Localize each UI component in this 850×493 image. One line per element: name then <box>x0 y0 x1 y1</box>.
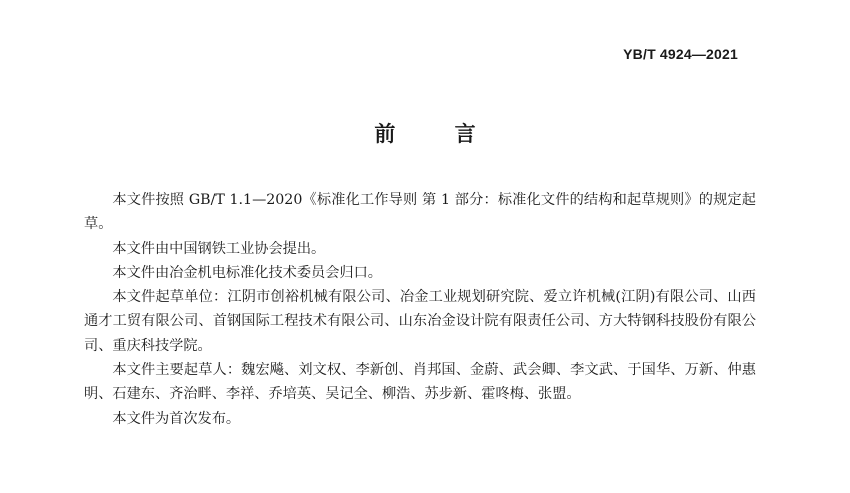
page-title: 前 言 <box>374 121 502 146</box>
paragraph-first-release: 本文件为首次发布。 <box>112 410 241 427</box>
paragraph-drafting-rules: 本文件按照 GB/T 1.1—2020《标准化工作导则 第 1 部分：标准化文件的结构和起草规则》的规定起草。 <box>84 192 756 233</box>
paragraph-committee: 本文件由冶金机电标准化技术委员会归口。 <box>112 264 382 281</box>
paragraph-drafting-units: 本文件起草单位：江阴市创裕机械有限公司、冶金工业规划研究院、爱立许机械(江阴)有限公司、山西通才工贸有限公司、首钢国际工程技术有限公司、山东冶金设计院有限责任公司、方大特钢科技股份有限公司、重庆科技学院。 <box>84 289 756 354</box>
paragraph-proposer: 本文件由中国钢铁工业协会提出。 <box>112 240 326 257</box>
foreword-body <box>84 188 756 431</box>
document-code: YB/T 4924—2021 <box>623 46 738 62</box>
paragraph-main-drafters: 本文件主要起草人：魏宏飚、刘文权、李新创、肖邦国、金蔚、武会卿、李文武、于国华、万新、仲惠明、石建东、齐治畔、李祥、乔培英、吴记全、柳浩、苏步新、霍咚梅、张盟。 <box>84 362 756 403</box>
